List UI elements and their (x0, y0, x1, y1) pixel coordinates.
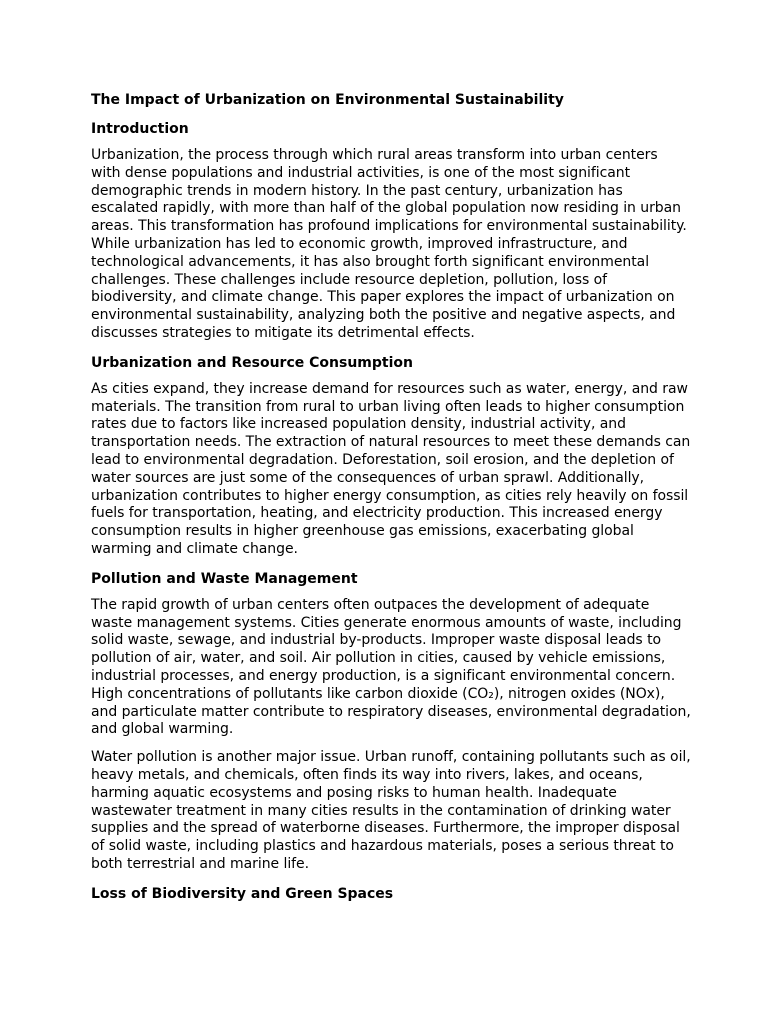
section-pollution-waste (91, 569, 691, 874)
section-heading: Pollution and Waste Management (91, 570, 358, 587)
section-introduction (91, 119, 691, 343)
paragraph: Urbanization, the process through which rural areas transform into urban centers with dense populations and industrial activities, is one of the most significant demographic trends in modern history. In the past century, urbanization has escalated rapidly, with more than half of the global population now residing in urban areas. This transformation has profound implications for environmental sustainability. While urbanization has led to economic growth, improved infrastructure, and technological advancements, it has also brought forth significant environmental challenges. These challenges include resource depletion, pollution, loss of biodiversity, and climate change. This paper explores the impact of urbanization on environmental sustainability, analyzing both the positive and negative aspects, and discusses strategies to mitigate its detrimental effects. (91, 147, 687, 341)
section-biodiversity (91, 884, 691, 904)
section-heading: Introduction (91, 121, 189, 137)
section-heading: Loss of Biodiversity and Green Spaces (91, 885, 394, 902)
document-title: The Impact of Urbanization on Environmental Sustainability (91, 92, 564, 108)
section-resource-consumption (91, 353, 691, 559)
paragraph: The rapid growth of urban centers often outpaces the development of adequate waste management systems. Cities generate enormous amounts of waste, including solid waste, sewage, and industrial by-products. Improper waste disposal leads to pollution of air, water, and soil. Air pollution in cities, caused by vehicle emissions, industrial processes, and energy production, is a significant environmental concern. High concentrations of pollutants like carbon dioxide (CO₂), nitrogen oxides (NOx), and particulate matter contribute to respiratory diseases, environmental degradation, and global warming. (91, 596, 691, 738)
document-page (91, 90, 691, 912)
paragraph: As cities expand, they increase demand for resources such as water, energy, and raw materials. The transition from rural to urban living often leads to higher consumption rates due to factors like increased population density, industrial activity, and transportation needs. The extraction of natural resources to meet these demands can lead to environmental degradation. Deforestation, soil erosion, and the depletion of water sources are just some of the consequences of urban sprawl. Additionally, urbanization contributes to higher energy consumption, as cities rely heavily on fossil fuels for transportation, heating, and electricity production. This increased energy consumption results in higher greenhouse gas emissions, exacerbating global warming and climate change. (91, 380, 691, 557)
paragraph: Water pollution is another major issue. Urban runoff, containing pollutants such as oil, heavy metals, and chemicals, often finds its way into rivers, lakes, and oceans, harming aquatic ecosystems and posing risks to human health. Inadequate wastewater treatment in many cities results in the contamination of drinking water supplies and the spread of waterborne diseases. Furthermore, the improper disposal of solid waste, including plastics and hazardous materials, poses a serious threat to both terrestrial and marine life. (91, 749, 691, 872)
section-heading: Urbanization and Resource Consumption (91, 354, 413, 371)
